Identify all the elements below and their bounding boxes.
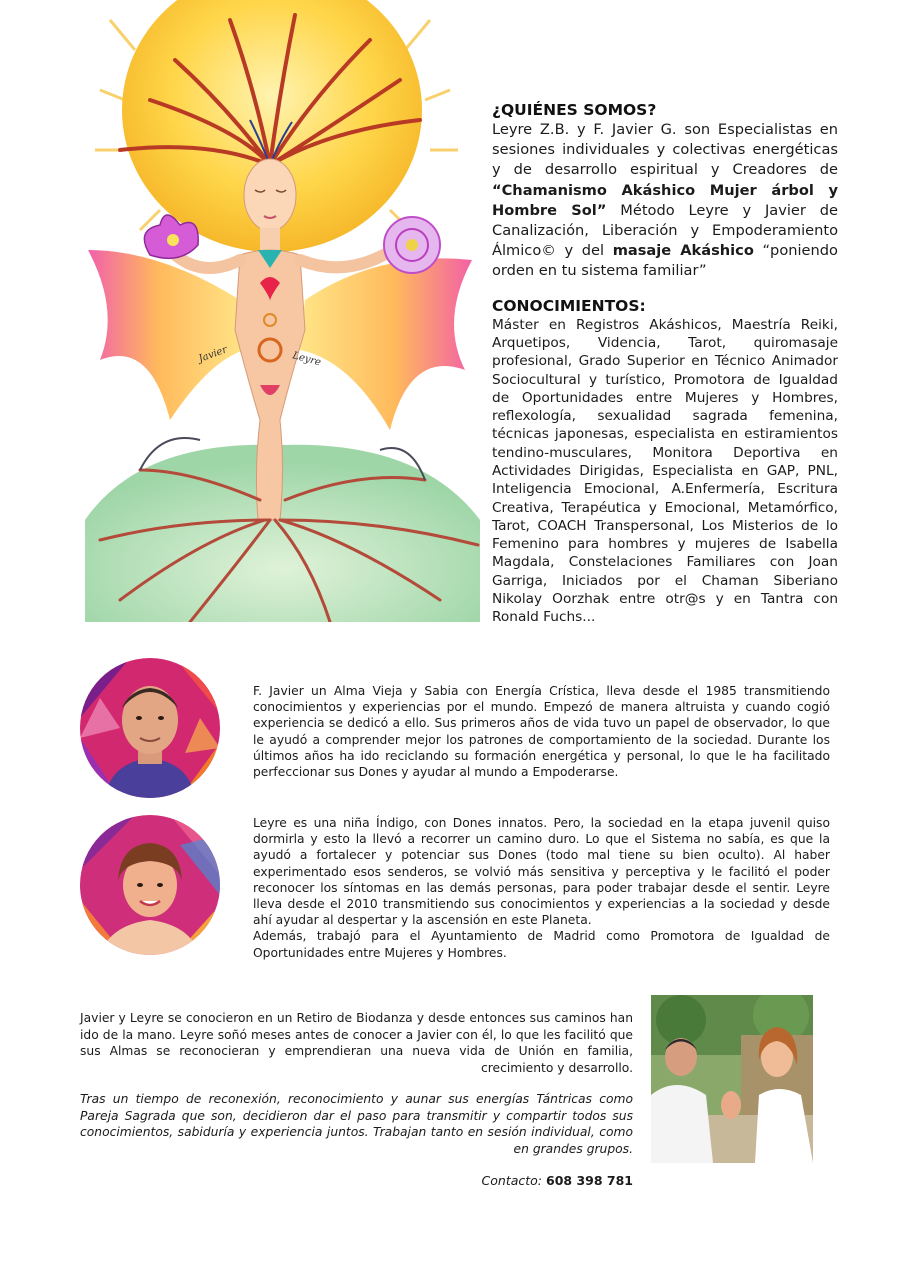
leyre-photo	[80, 815, 220, 955]
tree-woman-drawing	[80, 0, 485, 622]
javier-bio: F. Javier un Alma Vieja y Sabia con Energía Crística, lleva desde el 1985 transmitiendo conocimientos y experiencias por el mundo. Empezó de manera altruista y cuando cogió experiencia se dedicó a ello. Sus primeros años de vida tuvo un papel de observador, lo que le ayudó a comprender mejor los patrones de comportamiento de la sociedad. Durante los últimos años ha ido reciclando su formación energética y personal, lo que le ha facilitado perfeccionar sus Dones y ayudar al mundo a Empoderarse.	[253, 684, 830, 780]
couple-mission: Tras un tiempo de reconexión, reconocimiento y aunar sus energías Tántricas como Pareja Sagrada que son, decidieron dar el paso para transmitir y compartir todos sus conocimientos, sabiduría y experiencia juntos. Trabajan tanto en sesión individual, como en grandes grupos.	[80, 1092, 633, 1156]
contact-label: Contacto:	[481, 1173, 543, 1188]
leyre-portrait	[80, 815, 220, 955]
about-paragraph	[492, 120, 838, 282]
couple-photo	[651, 995, 813, 1163]
knowledge-text: Máster en Registros Akáshicos, Maestría Reiki, Arquetipos, Videncia, Tarot, quiromasaje profesional, Grado Superior en Técnico Animador Sociocultural y turístico, Promotora de Igualdad de Oportunidades entre Mujeres y Hombres, reflexología, sexualidad sagrada femenina, técnicas japonesas, especialista en estiramientos tendino-musculares, Monitora Deportiva en Actividades Dirigidas, Especialista en GAP, PNL, Inteligencia Emocional, A.Enfermería, Escritura Creativa, Terapéutica y Emocional, Metamórfico, Tarot, COACH Transpersonal, Los Misterios de lo Femenino para hombres y mujeres de Isabella Magdala, Constelaciones Familiares con Joan Garriga, Iniciados por el Chaman Siberiano Nikolay Oorzhak entre otr@s y en Tantra con Ronald Fuchs...	[492, 316, 838, 626]
signature-javier: Javier	[197, 344, 229, 365]
javier-photo	[80, 658, 220, 798]
about-section	[492, 100, 838, 282]
about-text-3: “poniendo orden en tu sistema familiar”	[492, 242, 838, 280]
knowledge-section	[492, 296, 838, 627]
leyre-bio-text: Leyre es una niña Índigo, con Dones innatos. Pero, la sociedad en la etapa juvenil quiso dormirla y esto la llevó a recorrer un camino duro. Lo que el Sistema no sabía, es que la ayudó a fortalecer y potenciar sus Dones (todo mal tiene su bien oculto). Al haber experimentado esos senderos, se volvió más sensitiva y perceptiva y le facilitó el poder reconocer los síntomas en las demás personas, para poder trabajar desde el sentir. Leyre lleva desde el 2010 transmitiendo sus conocimientos y experiencias a la sociedad y desde ahí ayudar al despertar y la ascensión en este Planeta.	[253, 816, 830, 928]
signature-leyre: Leyre	[291, 350, 322, 369]
couple-image	[651, 995, 813, 1163]
javier-portrait	[80, 658, 220, 798]
leyre-bio-extra: Además, trabajó para el Ayuntamiento de Madrid como Promotora de Igualdad de Oportunidades entre Mujeres y Hombres.	[253, 929, 830, 960]
leyre-bio	[253, 815, 830, 961]
about-text-2: Método Leyre y Javier de Canalización, Liberación y Empoderamiento Álmico© y del	[492, 201, 838, 260]
about-text-1: Leyre Z.B. y F. Javier G. son Especialistas en sesiones individuales y colectivas energéticas y de desarrollo espiritual y Creadores de	[492, 121, 838, 179]
about-massage-name: masaje Akáshico	[612, 242, 754, 260]
intro-column	[492, 100, 838, 627]
knowledge-heading: CONOCIMIENTOS:	[492, 296, 646, 315]
tree-woman-illustration	[80, 0, 485, 622]
about-heading: ¿QUIÉNES SOMOS?	[492, 101, 657, 119]
contact-line	[300, 1172, 633, 1189]
couple-story: Javier y Leyre se conocieron en un Retiro de Biodanza y desde entonces sus caminos han ido de la mano. Leyre soñó meses antes de conocer a Javier con él, lo que les facilitó que sus Almas se reconocieran y emprendieran una nueva vida de Unión en familia, crecimiento y desarrollo.	[80, 1011, 633, 1075]
contact-phone[interactable]: 608 398 781	[546, 1173, 633, 1188]
about-method-name: “Chamanismo Akáshico Mujer árbol y Hombre Sol”	[492, 181, 838, 219]
